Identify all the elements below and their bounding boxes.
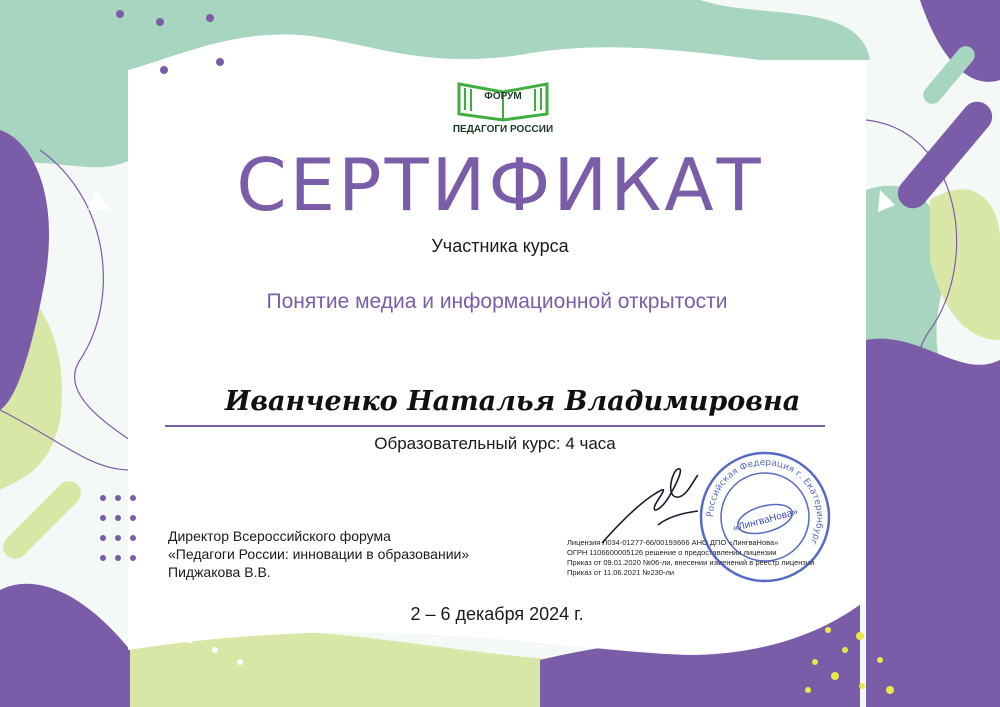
course-hours: Образовательный курс: 4 часа (374, 434, 616, 453)
director-title-line2: «Педагоги России: инновации в образовании» (168, 546, 470, 562)
director-title-line1: Директор Всероссийского форума (168, 528, 391, 544)
license-line4: Приказ от 11.06.2021 №230-ли (567, 568, 675, 577)
certificate-title: СЕРТИФИКАТ (236, 143, 764, 227)
official-stamp (695, 447, 835, 587)
course-dates: 2 – 6 декабря 2024 г. (410, 604, 584, 624)
stamp-center-text: «ЛингваНова» (731, 506, 800, 535)
stamp-ring-text: Российская Федерация г. Екатеринбург (705, 457, 825, 547)
license-line3: Приказ от 09.01.2020 №06-ли, внесении изменений в реестр лицензий (567, 558, 815, 567)
license-line1: Лицензия Л034-01277-66/00193666 АНО ДПО «ЛингваНова» (567, 538, 779, 547)
director-name: Пиджакова В.В. (168, 564, 271, 580)
logo-top-word: ФОРУМ (484, 91, 522, 102)
recipient-name: Иванченко Наталья Владимировна (224, 386, 801, 417)
license-line2: ОГРН 1106600005126 решение о предоставлении лицензии (567, 548, 777, 557)
forum-logo (445, 78, 561, 138)
certificate-subtitle: Участника курса (431, 236, 569, 256)
director-signature (598, 455, 708, 550)
name-underline (165, 425, 825, 427)
logo-bottom-word: ПЕДАГОГИ РОССИИ (452, 124, 554, 135)
course-name: Понятие медиа и информационной открытости (266, 290, 728, 313)
